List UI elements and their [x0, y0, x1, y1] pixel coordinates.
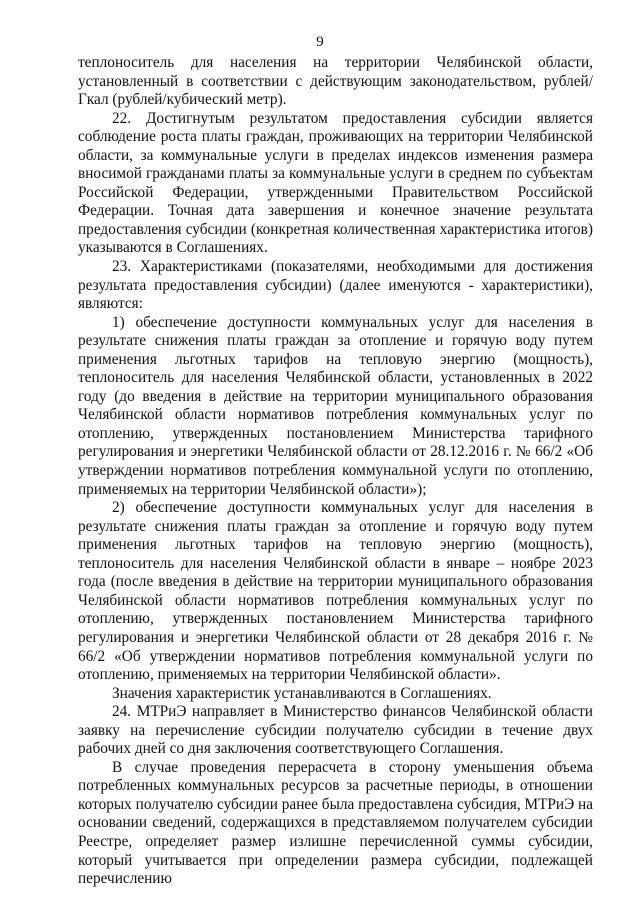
paragraph-22: 22. Достигнутым результатом предоставления субсидии является соблюдение роста платы граждан, проживающих на территории Челябинской области, за коммунальные услуги в пределах индексов изменения размера вносимой гражданами платы за коммунальные услуги в среднем по субъектам Российской Федерации, утвержденными Правительством Российской Федерации. Точная дата завершения и конечное значение результата предоставления субсидии (конкретная количественная характеристика итогов) указываются в Соглашениях.: [78, 109, 593, 257]
paragraph-23-item-2: 2) обеспечение доступности коммунальных услуг для населения в результате снижения платы граждан за отопление и горячую воду путем применения льготных тарифов на тепловую энергию (мощность), теплоноситель для населения Челябинской области в январе – ноябре 2023 года (после введения в действие на территории муниципального образования Челябинской области нормативов потребления коммунальных услуг по отоплению, утвержденных постановлением Министерства тарифного регулирования и энергетики Челябинской области от 28 декабря 2016 г. № 66/2 «Об утверждении нормативов потребления коммунальной услуги по отоплению, применяемых на территории Челябинской области».: [78, 499, 593, 684]
paragraph-24: 24. МТРиЭ направляет в Министерство финансов Челябинской области заявку на перечисление субсидии получателю субсидии в течение двух рабочих дней со дня заключения соответствующего Соглашения.: [78, 703, 593, 758]
paragraph-tariff-continuation: теплоноситель для населения на территории Челябинской области, установленный в соответствии с действующим законодательством, рублей/Гкал (рублей/кубический метр).: [78, 54, 593, 109]
paragraph-characteristics-values: Значения характеристик устанавливаются в Соглашениях.: [112, 684, 492, 702]
document-body: [78, 54, 593, 889]
paragraph-23: 23. Характеристиками (показателями, необходимыми для достижения результата предоставления субсидии) (далее именуются - характеристики), являются:: [78, 258, 593, 313]
paragraph-recalculation: В случае проведения перерасчета в сторону уменьшения объема потребленных коммунальных ресурсов за расчетные периоды, в отношении которых получателю субсидии ранее была предоставлена субсидия, МТРиЭ на основании сведений, содержащихся в представляемом получателем субсидии Реестре, определяет размер излишне перечисленной суммы субсидии, который учитывается при определении размера субсидии, подлежащей перечислению: [78, 758, 594, 888]
paragraph-23-item-1: 1) обеспечение доступности коммунальных услуг для населения в результате снижения платы граждан за отопление и горячую воду путем применения льготных тарифов на тепловую энергию (мощность), теплоноситель для населения Челябинской области, установленных в 2022 году (до введения в действие на территории муниципального образования Челябинской области нормативов потребления коммунальных услуг по отоплению, утвержденных постановлением Министерства тарифного регулирования и энергетики Челябинской области от 28.12.2016 г. № 66/2 «Об утверждении нормативов потребления коммунальной услуги по отоплению, применяемых на территории Челябинской области»);: [78, 313, 593, 498]
page-number: 9: [316, 34, 324, 50]
